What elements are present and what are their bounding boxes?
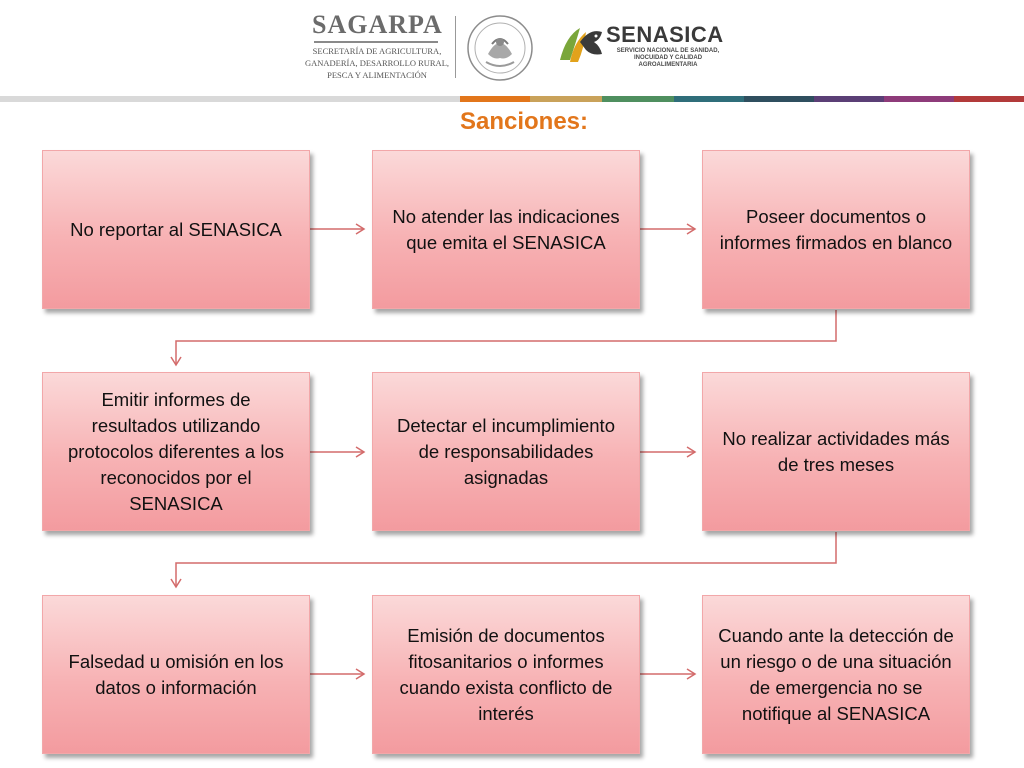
sagarpa-logo-subtitle xyxy=(302,45,452,81)
sanction-box: Falsedad u omisión en los datos o información xyxy=(42,595,310,754)
sanction-box: No realizar actividades más de tres meses xyxy=(702,372,970,531)
sanction-box: Cuando ante la detección de un riesgo o de una situación de emergencia no se notifique al SENASICA xyxy=(702,595,970,754)
sanction-box: Detectar el incumplimiento de responsabilidades asignadas xyxy=(372,372,640,531)
sagarpa-subtitle-line: SECRETARÍA DE AGRICULTURA, xyxy=(312,46,442,56)
senasica-subtitle-line: SERVICIO NACIONAL DE SANIDAD, xyxy=(616,48,720,54)
sanction-box: Emisión de documentos fitosanitarios o informes cuando exista conflicto de interés xyxy=(372,595,640,754)
senasica-logo-title: SENASICA xyxy=(606,22,724,47)
header-stripe-segment xyxy=(602,96,674,102)
header-divider xyxy=(455,16,456,78)
sanction-box: No reportar al SENASICA xyxy=(42,150,310,309)
arrowhead-icon xyxy=(687,447,695,457)
arrowhead-icon xyxy=(356,224,364,234)
sagarpa-subtitle-line: PESCA Y ALIMENTACIÓN xyxy=(327,70,427,80)
header-stripe-segment xyxy=(674,96,744,102)
arrowhead-icon xyxy=(171,357,181,365)
sanction-box: No atender las indicaciones que emita el SENASICA xyxy=(372,150,640,309)
page-title: Sanciones: xyxy=(459,108,589,135)
arrowhead-icon xyxy=(687,224,695,234)
sagarpa-subtitle-line: GANADERÍA, DESARROLLO RURAL, xyxy=(304,58,450,68)
header-stripe-segment xyxy=(884,96,954,102)
header-stripe-segment xyxy=(954,96,1024,102)
header-stripe-segment xyxy=(460,96,530,102)
sanction-box: Emitir informes de resultados utilizando protocolos diferentes a los reconocidos por el SENASICA xyxy=(42,372,310,531)
arrowhead-icon xyxy=(171,579,181,587)
senasica-logo-subtitle xyxy=(608,48,728,69)
slide-header xyxy=(0,0,1024,100)
mexico-seal-icon xyxy=(466,14,534,82)
sagarpa-logo-title: SAGARPA xyxy=(312,10,443,39)
header-stripe-segment xyxy=(530,96,602,102)
senasica-logo-icon xyxy=(556,22,606,66)
header-stripe-segment xyxy=(0,96,460,102)
header-stripe-segment xyxy=(744,96,814,102)
elbow-connector xyxy=(176,532,836,586)
elbow-connector xyxy=(176,310,836,364)
sagarpa-logo-rule xyxy=(314,41,438,43)
arrowhead-icon xyxy=(687,669,695,679)
header-stripe-segment xyxy=(814,96,884,102)
sanction-box: Poseer documentos o informes firmados en blanco xyxy=(702,150,970,309)
senasica-subtitle-line: AGROALIMENTARIA xyxy=(638,62,698,68)
arrowhead-icon xyxy=(356,669,364,679)
senasica-subtitle-line: INOCUIDAD Y CALIDAD xyxy=(633,55,703,61)
arrowhead-icon xyxy=(356,447,364,457)
